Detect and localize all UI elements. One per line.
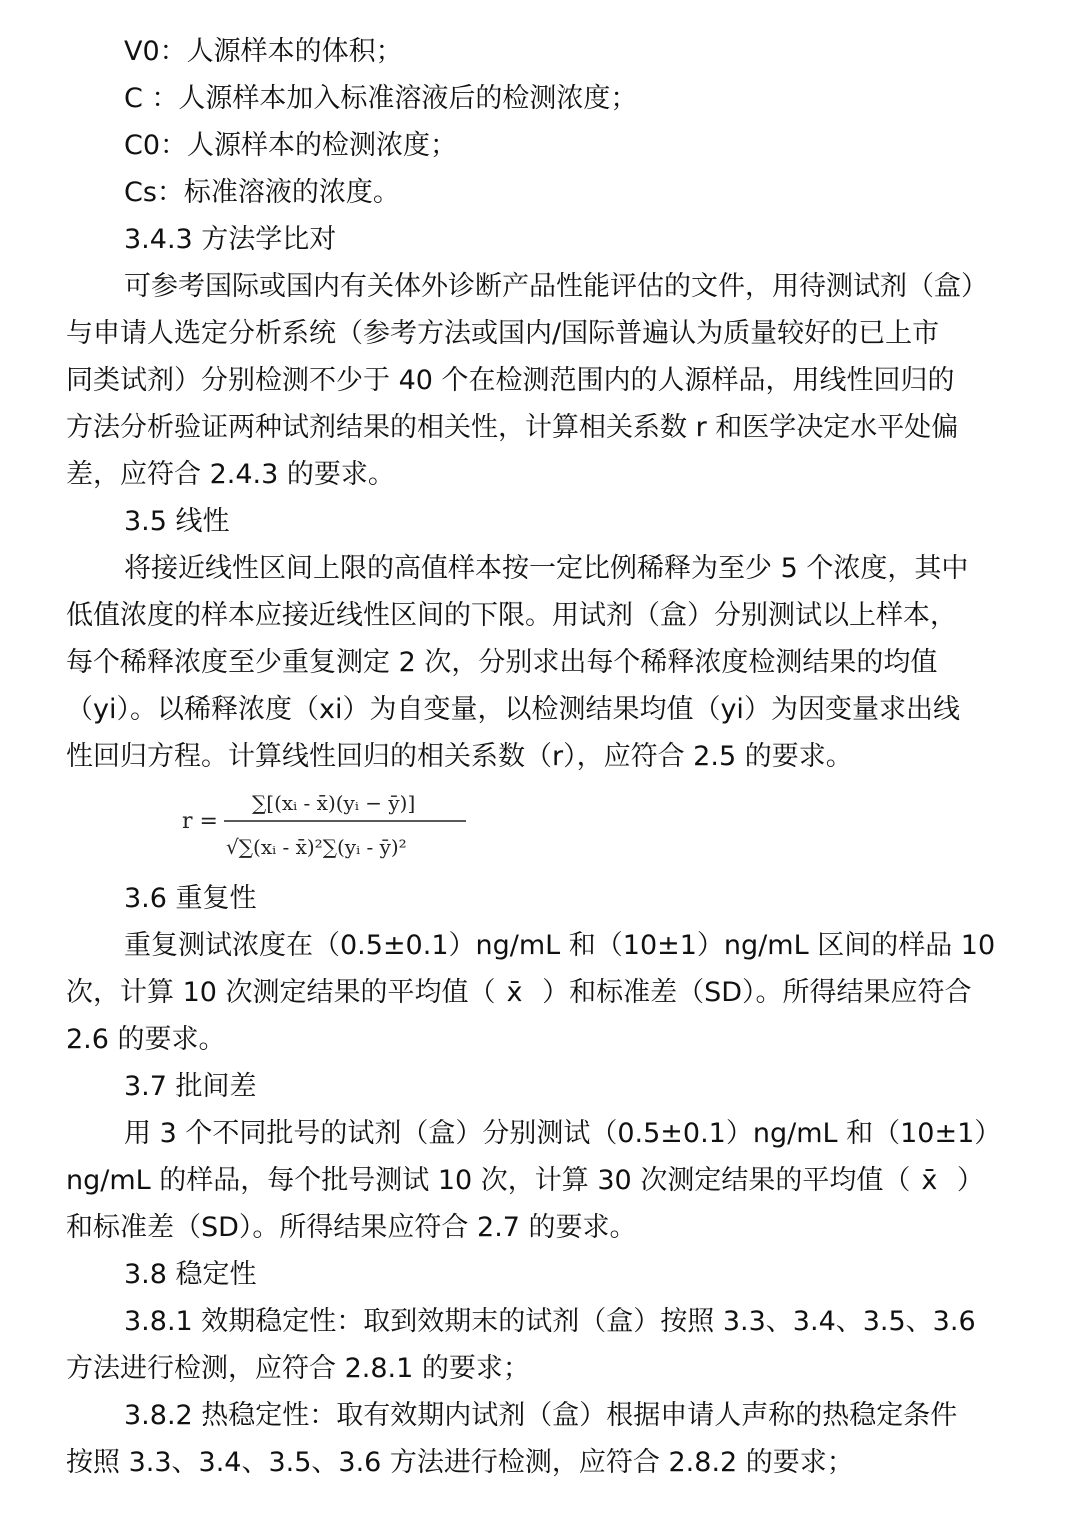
subsection-3-8-2: 3.8.2 热稳定性：取有效期内试剂（盒）根据申请人声称的热稳定条件	[124, 1400, 958, 1431]
paragraph-line: 重复测试浓度在（0.5±0.1）ng/mL 和（10±1）ng/mL 区间的样品 10	[124, 930, 996, 961]
section-heading-3-6: 3.6 重复性	[124, 883, 257, 914]
text-run: ）和标准差（SD）。所得结果应符合	[533, 977, 972, 1008]
definition-c0: C0：人源样本的检测浓度；	[124, 130, 458, 161]
definition-c: C ：人源样本加入标准溶液后的检测浓度；	[124, 83, 638, 114]
paragraph-line	[66, 969, 1020, 1016]
correlation-formula	[180, 780, 1020, 875]
paragraph-line: 差，应符合 2.4.3 的要求。	[66, 459, 395, 490]
definition-v0: V0：人源样本的体积；	[124, 36, 403, 67]
paragraph-line: 同类试剂）分别检测不少于 40 个在检测范围内的人源样品，用线性回归的	[66, 365, 955, 396]
paragraph-line: 与申请人选定分析系统（参考方法或国内/国际普遍认为质量较好的已上市	[66, 318, 940, 349]
paragraph-line: 按照 3.3、3.4、3.5、3.6 方法进行检测，应符合 2.8.2 的要求；	[66, 1447, 854, 1478]
section-heading-3-5: 3.5 线性	[124, 506, 230, 537]
document-page	[66, 28, 1020, 1486]
subsection-3-8-1: 3.8.1 效期稳定性：取到效期末的试剂（盒）按照 3.3、3.4、3.5、3.6	[124, 1306, 976, 1337]
text-run: 次，计算 10 次测定结果的平均值（	[66, 977, 496, 1008]
mean-symbol: x̄	[506, 977, 523, 1008]
formula-denominator: √∑(xᵢ - x̄)²∑(yᵢ - ȳ)²	[226, 835, 407, 859]
paragraph-line: 性回归方程。计算线性回归的相关系数（r），应符合 2.5 的要求。	[66, 741, 853, 772]
section-heading-3-4-3: 3.4.3 方法学比对	[124, 224, 337, 255]
definition-cs: Cs：标准溶液的浓度。	[124, 177, 400, 208]
paragraph-line: （yi）。以稀释浓度（xi）为自变量，以检测结果均值（yi）为因变量求出线	[66, 694, 960, 725]
paragraph-line: 将接近线性区间上限的高值样本按一定比例稀释为至少 5 个浓度，其中	[124, 553, 969, 584]
paragraph-line: 和标准差（SD）。所得结果应符合 2.7 的要求。	[66, 1212, 637, 1243]
paragraph-line: 方法进行检测，应符合 2.8.1 的要求；	[66, 1353, 530, 1384]
section-heading-3-8: 3.8 稳定性	[124, 1259, 257, 1290]
text-run: ）	[948, 1165, 984, 1196]
section-heading-3-7: 3.7 批间差	[124, 1071, 257, 1102]
formula-numerator: ∑[(xᵢ - x̄)(yᵢ − ȳ)]	[252, 791, 416, 815]
formula-lhs: r =	[182, 809, 218, 834]
correlation-formula-graphic	[180, 780, 500, 875]
paragraph-line: 用 3 个不同批号的试剂（盒）分别测试（0.5±0.1）ng/mL 和（10±1）	[124, 1118, 1002, 1149]
paragraph-line: 2.6 的要求。	[66, 1024, 226, 1055]
paragraph-line	[66, 1157, 1020, 1204]
mean-symbol: x̄	[921, 1165, 938, 1196]
paragraph-line: 低值浓度的样本应接近线性区间的下限。用试剂（盒）分别测试以上样本，	[66, 600, 957, 631]
text-run: ng/mL 的样品，每个批号测试 10 次，计算 30 次测定结果的平均值（	[66, 1165, 911, 1196]
paragraph-line: 可参考国际或国内有关体外诊断产品性能评估的文件，用待测试剂（盒）	[124, 271, 988, 302]
paragraph-line: 每个稀释浓度至少重复测定 2 次，分别求出每个稀释浓度检测结果的均值	[66, 647, 938, 678]
paragraph-line: 方法分析验证两种试剂结果的相关性，计算相关系数 r 和医学决定水平处偏	[66, 412, 959, 443]
